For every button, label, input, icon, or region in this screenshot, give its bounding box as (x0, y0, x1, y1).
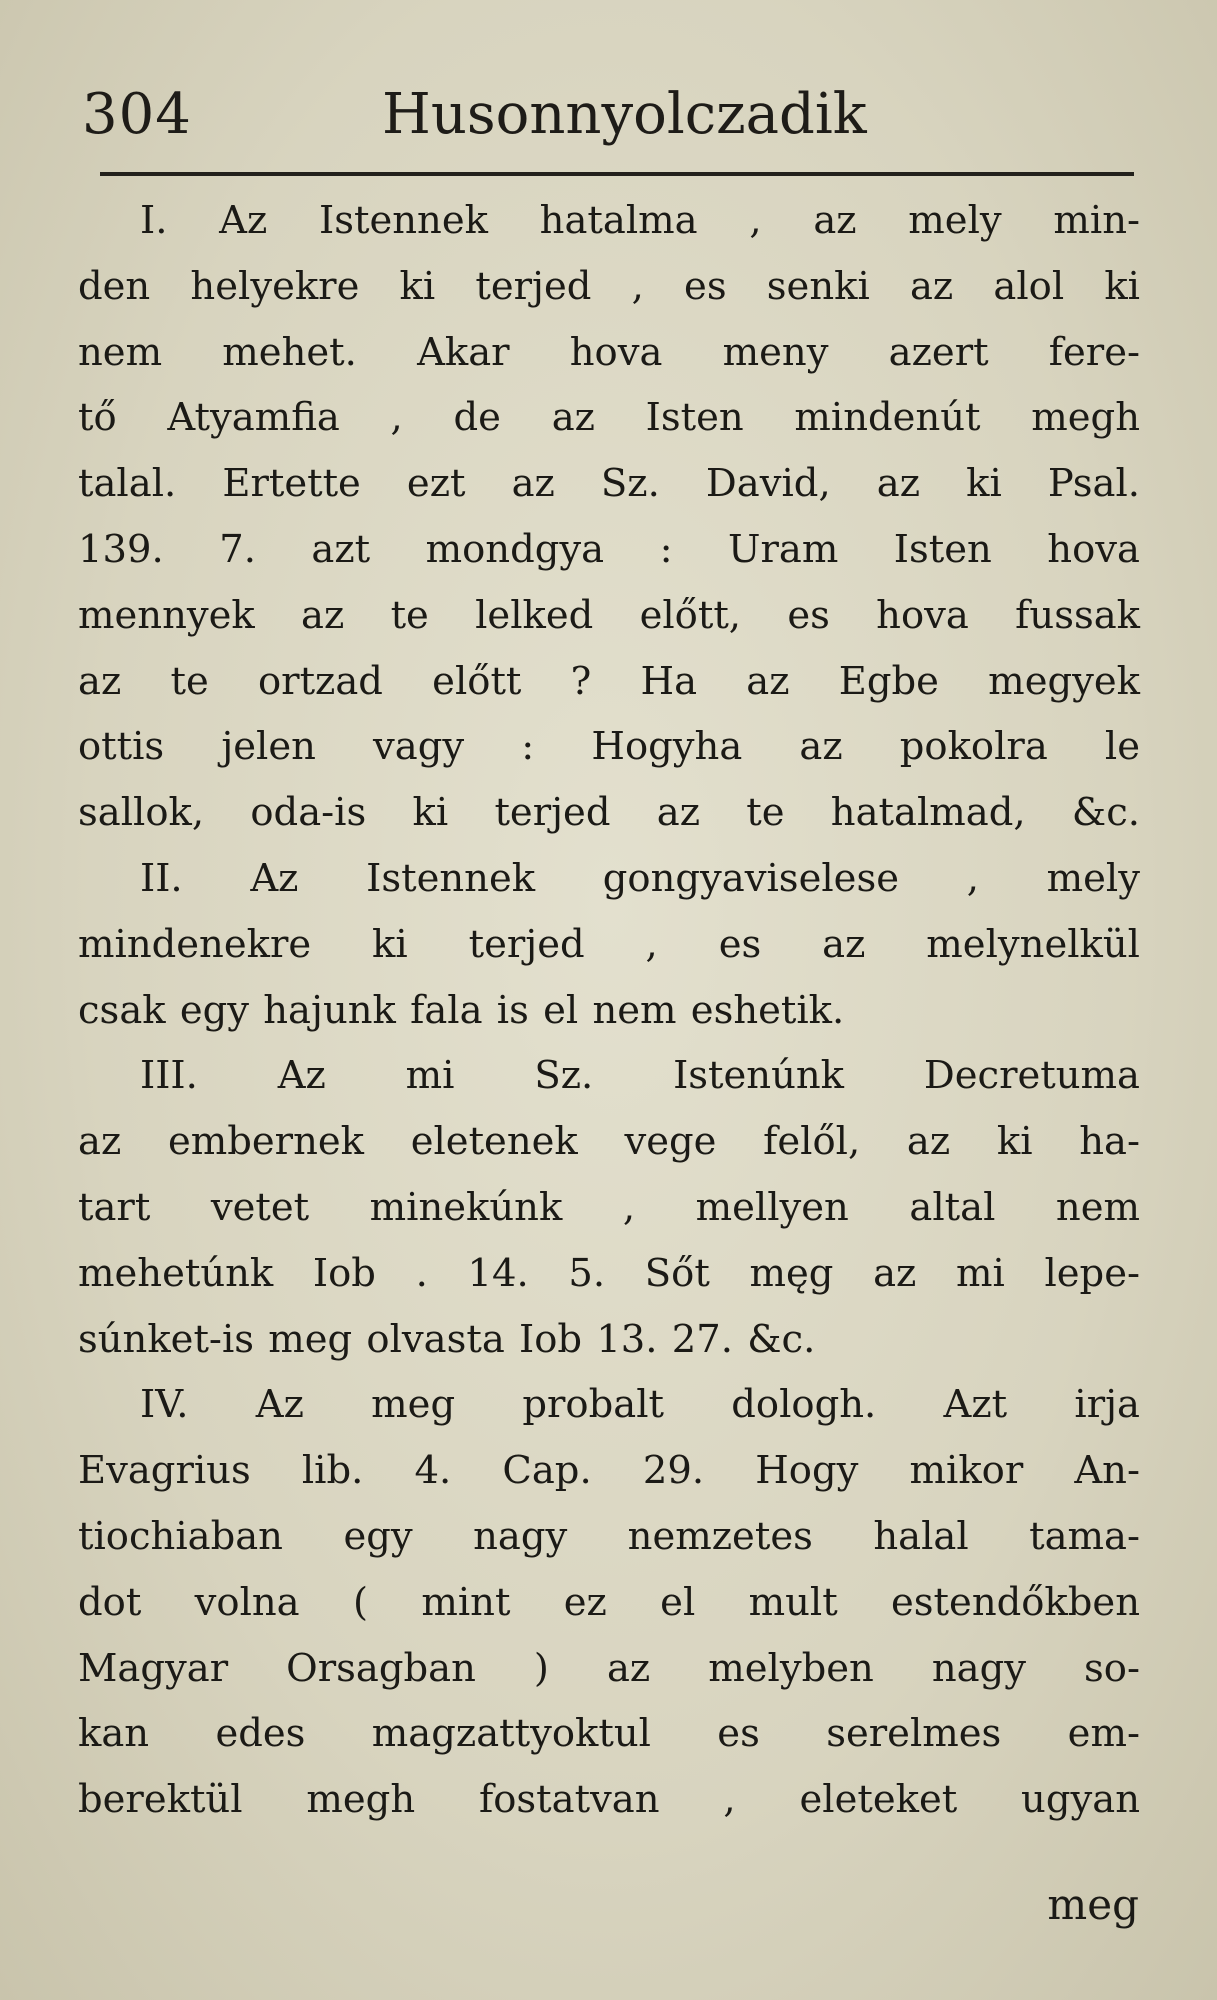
text-line: az embernek eletenek vege felől, az ki ha- (78, 1119, 1140, 1165)
page-number: 304 (82, 82, 192, 147)
text-line: súnket-is meg olvasta Iob 13. 27. &c. (78, 1316, 816, 1362)
text-line: dot volna ( mint ez el mult estendőkben (78, 1579, 1140, 1625)
text-line: II. Az Istennek gongyaviselese , mely (140, 855, 1140, 901)
body-text (78, 188, 1140, 1833)
text-line: kan edes magzattyoktul es serelmes em- (78, 1711, 1140, 1757)
header-rule (100, 172, 1134, 176)
catchword: meg (1047, 1880, 1139, 1929)
text-line: csak egy hajunk fala is el nem eshetik. (78, 987, 845, 1033)
text-line: tiochiaban egy nagy nemzetes halal tama- (78, 1513, 1140, 1559)
text-line: tő Atyamfia , de az Isten mindenút megh (78, 395, 1140, 441)
text-line: Evagrius lib. 4. Cap. 29. Hogy mikor An- (78, 1448, 1140, 1494)
text-line: az te ortzad előtt ? Ha az Egbe megyek (78, 658, 1140, 704)
running-title: Husonnyolczadik (382, 82, 867, 147)
page-header (82, 82, 1132, 162)
text-line: sallok, oda-is ki terjed az te hatalmad, &c. (78, 790, 1140, 836)
text-line: den helyekre ki terjed , es senki az alol ki (78, 263, 1140, 309)
text-line: III. Az mi Sz. Istenúnk Decretuma (140, 1053, 1140, 1099)
text-line: I. Az Istennek hatalma , az mely min- (140, 198, 1140, 243)
text-line: 139. 7. azt mondgya : Uram Isten hova (78, 526, 1140, 572)
text-line: berektül megh fostatvan , eleteket ugyan (78, 1777, 1140, 1823)
text-line: mindenekre ki terjed , es az melynelkül (78, 921, 1140, 967)
text-line: ottis jelen vagy : Hogyha az pokolra le (78, 724, 1140, 770)
text-line: Magyar Orsagban ) az melyben nagy so- (78, 1645, 1140, 1691)
text-line: mehetúnk Iob . 14. 5. Sőt męg az mi lepe- (78, 1250, 1140, 1296)
text-line: tart vetet minekúnk , mellyen altal nem (78, 1184, 1140, 1230)
text-line: talal. Ertette ezt az Sz. David, az ki Psal. (78, 461, 1140, 507)
text-line: mennyek az te lelked előtt, es hova fussak (78, 592, 1140, 638)
text-line: IV. Az meg probalt dologh. Azt irja (140, 1382, 1140, 1428)
text-line: nem mehet. Akar hova meny azert fere- (78, 329, 1140, 375)
